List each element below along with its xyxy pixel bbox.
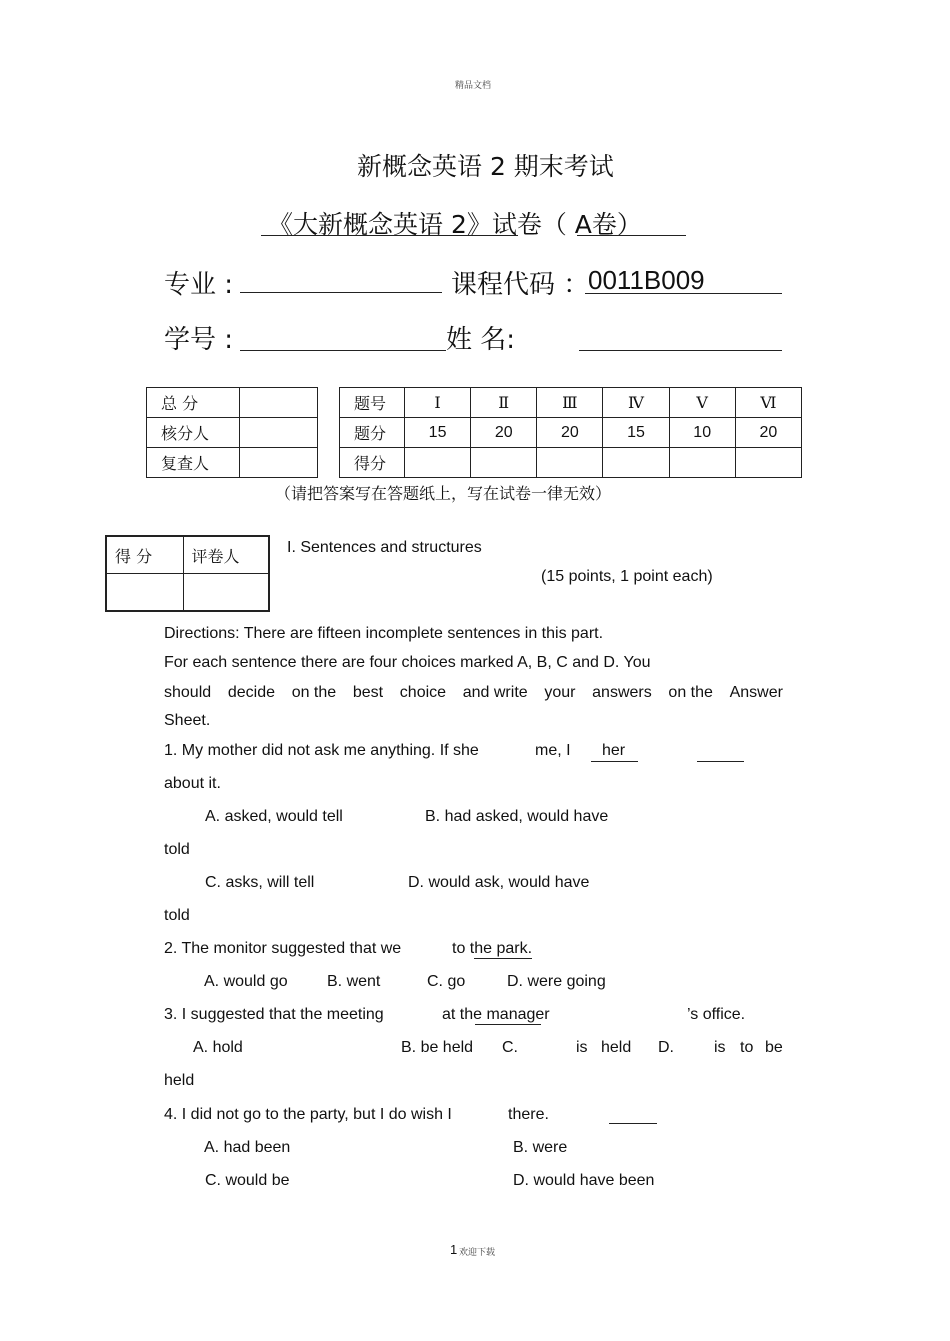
- directions-line: Sheet.: [164, 712, 211, 729]
- question-3-option-b: B. be held: [401, 1039, 474, 1056]
- answer-blank[interactable]: [591, 761, 638, 762]
- answer-blank[interactable]: [609, 1123, 657, 1124]
- question-4-option-d: D. would have been: [513, 1172, 655, 1189]
- directions-word: choice: [399, 684, 447, 701]
- grader-box: [105, 535, 270, 612]
- major-label: 专业 :: [164, 270, 234, 300]
- subtitle-underline-2: [577, 235, 686, 236]
- directions-word: on the: [668, 684, 713, 701]
- score-checker-label: 核分人: [147, 418, 240, 448]
- student-id-label: 学号 :: [164, 325, 234, 355]
- course-code-label: 课程代码 ：: [451, 270, 590, 300]
- question-3-mid: at the manager: [442, 1006, 550, 1023]
- total-score-cell[interactable]: [240, 388, 318, 418]
- subtitle-underline-1: [261, 235, 518, 236]
- question-1-her: her: [602, 742, 626, 759]
- section-points: 15: [405, 418, 471, 448]
- total-score-label: 总 分: [147, 388, 240, 418]
- question-2-option-d: D. were going: [507, 973, 606, 990]
- answer-blank[interactable]: [474, 958, 532, 959]
- section-number: Ⅱ: [471, 388, 537, 418]
- question-4-option-a: A. had been: [204, 1139, 291, 1156]
- grader-row: [106, 536, 269, 574]
- score-table-row: [147, 448, 802, 478]
- directions-word: decide: [227, 684, 275, 701]
- question-2-option-a: A. would go: [204, 973, 288, 990]
- course-code-field[interactable]: [585, 293, 782, 294]
- question-3-cont: held: [164, 1072, 195, 1089]
- grader-score-label: 得 分: [106, 536, 183, 574]
- question-1-mid: me, I: [535, 742, 571, 759]
- score-table-row: [147, 418, 802, 448]
- answer-blank[interactable]: [475, 1024, 541, 1025]
- table-gap: [318, 388, 340, 418]
- student-id-field[interactable]: [240, 350, 446, 351]
- section-points-label: 题分: [340, 418, 405, 448]
- course-code-value: 0011B009: [588, 265, 705, 295]
- footer-text: 欢迎下载: [459, 1247, 496, 1257]
- answer-notice: （请把答案写在答题纸上，写在试卷一律无效）: [275, 484, 612, 503]
- question-1-option-b: B. had asked, would have: [425, 808, 609, 825]
- obtained-score-cell[interactable]: [405, 448, 471, 478]
- section-number: Ⅴ: [669, 388, 735, 418]
- question-4-end: there.: [508, 1106, 549, 1123]
- section-points: 10: [669, 418, 735, 448]
- score-table: [146, 387, 802, 478]
- grader-row: [106, 574, 269, 612]
- question-1-end: about it.: [164, 775, 221, 792]
- question-3-option-d-word: be: [765, 1039, 783, 1056]
- reviewer-cell[interactable]: [240, 448, 318, 478]
- section-title: I. Sentences and structures: [287, 539, 482, 556]
- exam-subtitle: 《大新概念英语 2》试卷（ A卷）: [268, 210, 642, 239]
- obtained-score-cell[interactable]: [603, 448, 669, 478]
- directions-line: For each sentence there are four choices marked A, B, C and D. You: [164, 654, 651, 671]
- page-title: 新概念英语 2 期末考试: [357, 152, 614, 181]
- major-field[interactable]: [240, 292, 442, 293]
- table-gap: [318, 418, 340, 448]
- directions-line-justified: [164, 684, 783, 702]
- section-points: 15: [603, 418, 669, 448]
- obtained-score-label: 得分: [340, 448, 405, 478]
- section-number: Ⅲ: [537, 388, 603, 418]
- question-2-option-b: B. went: [327, 973, 381, 990]
- name-field[interactable]: [579, 350, 782, 351]
- question-1-stem: 1. My mother did not ask me anything. If she: [164, 742, 479, 759]
- section-number: Ⅳ: [603, 388, 669, 418]
- question-3-option-d: D.: [658, 1039, 674, 1056]
- question-1-option-a: A. asked, would tell: [205, 808, 343, 825]
- score-checker-cell[interactable]: [240, 418, 318, 448]
- question-4-option-c: C. would be: [205, 1172, 290, 1189]
- question-4-option-b: B. were: [513, 1139, 568, 1156]
- name-label: 姓 名:: [446, 325, 516, 355]
- question-2-option-c: C. go: [427, 973, 466, 990]
- question-2-stem: 2. The monitor suggested that we: [164, 940, 402, 957]
- question-4-stem: 4. I did not go to the party, but I do wish I: [164, 1106, 452, 1123]
- obtained-score-cell[interactable]: [471, 448, 537, 478]
- header-text: 精品文档: [455, 80, 492, 90]
- question-1-option-b-cont: told: [164, 841, 190, 858]
- section-number-label: 题号: [340, 388, 405, 418]
- section-number: Ⅵ: [735, 388, 801, 418]
- question-1-option-c: C. asks, will tell: [205, 874, 315, 891]
- question-3-option-d-word: to: [740, 1039, 754, 1056]
- table-gap: [318, 448, 340, 478]
- section-points: 20: [735, 418, 801, 448]
- reviewer-label: 复查人: [147, 448, 240, 478]
- directions-word: best: [352, 684, 384, 701]
- question-2-end: to the park.: [452, 940, 533, 957]
- obtained-score-cell[interactable]: [735, 448, 801, 478]
- directions-word: should: [164, 684, 212, 701]
- score-table-row: [147, 388, 802, 418]
- answer-blank[interactable]: [697, 761, 744, 762]
- directions-word: Answer: [729, 684, 783, 701]
- obtained-score-cell[interactable]: [537, 448, 603, 478]
- grader-name-cell[interactable]: [183, 574, 269, 612]
- directions-word: on the: [291, 684, 337, 701]
- section-points: 20: [471, 418, 537, 448]
- directions-line: Directions: There are fifteen incomplete sentences in this part.: [164, 625, 604, 642]
- question-3-option-d-word: is: [714, 1039, 726, 1056]
- question-1-option-d: D. would ask, would have: [408, 874, 590, 891]
- directions-word: and write: [462, 684, 528, 701]
- directions-word: your: [544, 684, 576, 701]
- question-3-end: ’s office.: [687, 1006, 746, 1023]
- section-points: (15 points, 1 point each): [541, 568, 713, 585]
- grader-name-label: 评卷人: [183, 536, 269, 574]
- question-3-stem: 3. I suggested that the meeting: [164, 1006, 384, 1023]
- section-points: 20: [537, 418, 603, 448]
- grader-score-cell[interactable]: [106, 574, 183, 612]
- question-1-option-d-cont: told: [164, 907, 190, 924]
- obtained-score-cell[interactable]: [669, 448, 735, 478]
- question-3-option-c: C.: [502, 1039, 518, 1056]
- directions-word: answers: [592, 684, 652, 701]
- question-3-option-c-word: is: [576, 1039, 588, 1056]
- section-number: Ⅰ: [405, 388, 471, 418]
- question-3-option-a: A. hold: [193, 1039, 243, 1056]
- question-3-option-c-word: held: [601, 1039, 632, 1056]
- page-number: 1: [450, 1242, 458, 1257]
